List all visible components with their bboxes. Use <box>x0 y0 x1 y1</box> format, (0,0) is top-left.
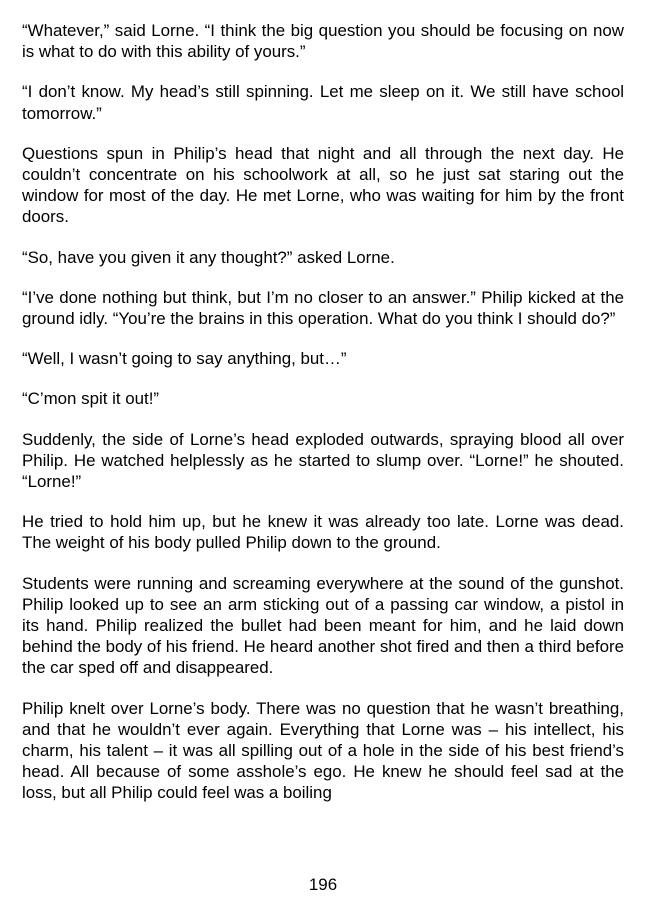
paragraph: “I don’t know. My head’s still spinning. Let me sleep on it. We still have school tomorrow.” <box>22 82 624 123</box>
paragraph: Questions spun in Philip’s head that night and all through the next day. He couldn’t concentrate on his schoolwork at all, so he just sat staring out the window for most of the day. He met Lorne, who was waiting for him by the front doors. <box>22 143 624 227</box>
paragraph: “C’mon spit it out!” <box>22 389 160 409</box>
paragraph: “Whatever,” said Lorne. “I think the big question you should be focusing on now is what to do with this ability of yours.” <box>22 21 624 62</box>
paragraph: Students were running and screaming everywhere at the sound of the gunshot. Philip looked up to see an arm sticking out of a passing car window, a pistol in its hand. Philip realized the bullet had been meant for him, and he laid down behind the body of his friend. He heard another shot fired and then a third before the car sped off and disappeared. <box>22 573 624 678</box>
paragraph: “So, have you given it any thought?” asked Lorne. <box>22 247 395 267</box>
page-number: 196 <box>308 875 338 894</box>
paragraph: “I’ve done nothing but think, but I’m no closer to an answer.” Philip kicked at the ground idly. “You’re the brains in this operation. What do you think I should do?” <box>22 287 624 329</box>
paragraph: “Well, I wasn’t going to say anything, but…” <box>22 349 347 369</box>
paragraph: He tried to hold him up, but he knew it was already too late. Lorne was dead. The weight of his body pulled Philip down to the ground. <box>22 512 624 553</box>
page-body <box>22 20 624 823</box>
paragraph: Suddenly, the side of Lorne’s head exploded outwards, spraying blood all over Philip. He watched helplessly as he started to slump over. “Lorne!” he shouted. “Lorne!” <box>22 429 624 492</box>
paragraph: Philip knelt over Lorne’s body. There was no question that he wasn’t breathing, and that he wouldn’t ever again. Everything that Lorne was – his intellect, his charm, his talent – it was all spilling out of a hole in the side of his best friend’s head. All because of some asshole’s ego. He knew he should feel sad at the loss, but all Philip could feel was a boiling <box>22 698 624 803</box>
